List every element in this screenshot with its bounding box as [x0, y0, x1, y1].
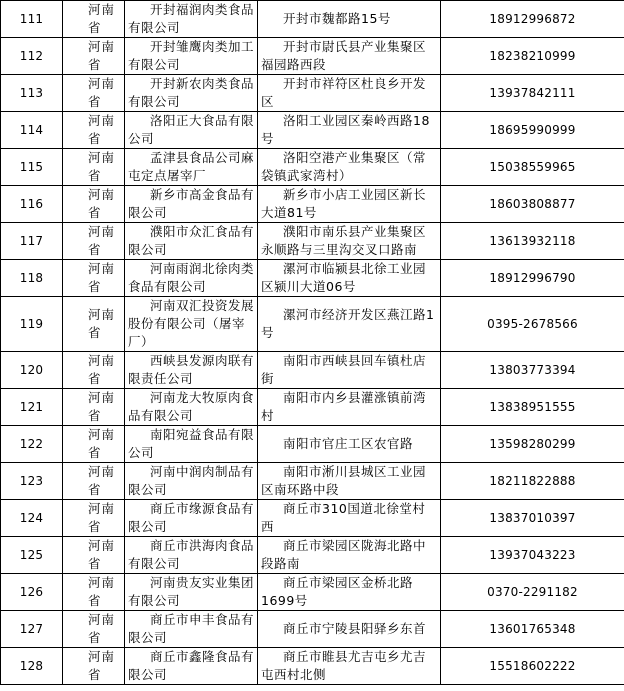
- phone-cell: 13937842111: [441, 75, 624, 112]
- phone-cell: 0395-2678566: [441, 297, 624, 352]
- address-cell: 南阳市内乡县灌涨镇前湾村: [258, 389, 441, 426]
- address-cell: 南阳市官庄工区农官路: [258, 426, 441, 463]
- row-number-cell: 113: [1, 75, 63, 112]
- province-cell: 河南省: [63, 611, 125, 648]
- table-row: [1, 297, 624, 352]
- province-cell: 河南省: [63, 112, 125, 149]
- row-number-cell: 119: [1, 297, 63, 352]
- province-cell: 河南省: [63, 1, 125, 38]
- phone-cell: 13838951555: [441, 389, 624, 426]
- address-cell: 开封市尉氏县产业集聚区福园路西段: [258, 38, 441, 75]
- table-row: [1, 352, 624, 389]
- province-cell: 河南省: [63, 463, 125, 500]
- row-number-cell: 116: [1, 186, 63, 223]
- row-number-cell: 121: [1, 389, 63, 426]
- company-name-cell: 商丘市申丰食品有限公司: [125, 611, 258, 648]
- phone-cell: 13598280299: [441, 426, 624, 463]
- phone-cell: 15038559965: [441, 149, 624, 186]
- phone-cell: 13837010397: [441, 500, 624, 537]
- province-cell: 河南省: [63, 297, 125, 352]
- row-number-cell: 120: [1, 352, 63, 389]
- company-name-cell: 河南龙大牧原肉食品有限公司: [125, 389, 258, 426]
- province-cell: 河南省: [63, 38, 125, 75]
- phone-cell: 13613932118: [441, 223, 624, 260]
- address-cell: 新乡市小店工业园区新长大道81号: [258, 186, 441, 223]
- row-number-cell: 114: [1, 112, 63, 149]
- table-row: [1, 389, 624, 426]
- table-row: [1, 500, 624, 537]
- phone-cell: 13601765348: [441, 611, 624, 648]
- phone-cell: 18912996790: [441, 260, 624, 297]
- address-cell: 商丘市梁园区陇海北路中段路南: [258, 537, 441, 574]
- company-name-cell: 洛阳正大食品有限公司: [125, 112, 258, 149]
- table-row: [1, 38, 624, 75]
- row-number-cell: 112: [1, 38, 63, 75]
- company-name-cell: 河南雨润北徐肉类食品有限公司: [125, 260, 258, 297]
- row-number-cell: 126: [1, 574, 63, 611]
- table-row: [1, 112, 624, 149]
- row-number-cell: 124: [1, 500, 63, 537]
- table-row: [1, 611, 624, 648]
- phone-cell: 18238210999: [441, 38, 624, 75]
- table-row: [1, 260, 624, 297]
- row-number-cell: 115: [1, 149, 63, 186]
- company-name-cell: 商丘市鑫隆食品有限公司: [125, 648, 258, 685]
- table-row: [1, 149, 624, 186]
- province-cell: 河南省: [63, 574, 125, 611]
- row-number-cell: 125: [1, 537, 63, 574]
- phone-cell: 18211822888: [441, 463, 624, 500]
- province-cell: 河南省: [63, 648, 125, 685]
- address-cell: 濮阳市南乐县产业集聚区永顺路与三里沟交叉口路南: [258, 223, 441, 260]
- table-row: [1, 223, 624, 260]
- row-number-cell: 128: [1, 648, 63, 685]
- table-row: [1, 537, 624, 574]
- row-number-cell: 127: [1, 611, 63, 648]
- province-cell: 河南省: [63, 149, 125, 186]
- phone-cell: 18695990999: [441, 112, 624, 149]
- address-cell: 漯河市经济开发区燕江路1号: [258, 297, 441, 352]
- address-cell: 漯河市临颍县北徐工业园区颍川大道06号: [258, 260, 441, 297]
- company-name-cell: 开封新农肉类食品有限公司: [125, 75, 258, 112]
- province-cell: 河南省: [63, 389, 125, 426]
- row-number-cell: 118: [1, 260, 63, 297]
- phone-cell: 13937043223: [441, 537, 624, 574]
- table-row: [1, 574, 624, 611]
- address-cell: 洛阳工业园区秦岭西路18号: [258, 112, 441, 149]
- province-cell: 河南省: [63, 500, 125, 537]
- company-name-cell: 河南中润肉制品有限公司: [125, 463, 258, 500]
- company-name-cell: 商丘市洪海肉食品有限公司: [125, 537, 258, 574]
- phone-cell: 0370-2291182: [441, 574, 624, 611]
- company-name-cell: 孟津县食品公司麻屯定点屠宰厂: [125, 149, 258, 186]
- address-cell: 商丘市睢县尤吉屯乡尤吉屯西村北侧: [258, 648, 441, 685]
- row-number-cell: 111: [1, 1, 63, 38]
- row-number-cell: 122: [1, 426, 63, 463]
- province-cell: 河南省: [63, 260, 125, 297]
- address-cell: 商丘市宁陵县阳驿乡东首: [258, 611, 441, 648]
- company-name-cell: 商丘市缘源食品有限公司: [125, 500, 258, 537]
- phone-cell: 18603808877: [441, 186, 624, 223]
- table-row: [1, 1, 624, 38]
- company-name-cell: 开封福润肉类食品有限公司: [125, 1, 258, 38]
- address-cell: 洛阳空港产业集聚区（常袋镇武家湾村）: [258, 149, 441, 186]
- province-cell: 河南省: [63, 537, 125, 574]
- address-cell: 开封市祥符区杜良乡开发区: [258, 75, 441, 112]
- company-name-cell: 河南贵友实业集团有限公司: [125, 574, 258, 611]
- address-cell: 开封市魏都路15号: [258, 1, 441, 38]
- table-row: [1, 186, 624, 223]
- phone-cell: 13803773394: [441, 352, 624, 389]
- table-row: [1, 75, 624, 112]
- company-name-cell: 西峡县发源肉联有限责任公司: [125, 352, 258, 389]
- address-cell: 南阳市淅川县城区工业园区南环路中段: [258, 463, 441, 500]
- company-name-cell: 新乡市高金食品有限公司: [125, 186, 258, 223]
- province-cell: 河南省: [63, 186, 125, 223]
- phone-cell: 15518602222: [441, 648, 624, 685]
- row-number-cell: 117: [1, 223, 63, 260]
- address-cell: 商丘市梁园区金桥北路1699号: [258, 574, 441, 611]
- company-name-cell: 河南双汇投资发展股份有限公司（屠宰厂）: [125, 297, 258, 352]
- row-number-cell: 123: [1, 463, 63, 500]
- company-name-cell: 开封雏鹰肉类加工有限公司: [125, 38, 258, 75]
- phone-cell: 18912996872: [441, 1, 624, 38]
- table-row: [1, 426, 624, 463]
- table-row: [1, 648, 624, 685]
- table-row: [1, 463, 624, 500]
- address-cell: 南阳市西峡县回车镇杜店街: [258, 352, 441, 389]
- table-body: [1, 1, 624, 685]
- company-name-cell: 南阳宛益食品有限公司: [125, 426, 258, 463]
- province-cell: 河南省: [63, 426, 125, 463]
- province-cell: 河南省: [63, 75, 125, 112]
- province-cell: 河南省: [63, 352, 125, 389]
- address-cell: 商丘市310国道北徐堂村西: [258, 500, 441, 537]
- province-cell: 河南省: [63, 223, 125, 260]
- company-name-cell: 濮阳市众汇食品有限公司: [125, 223, 258, 260]
